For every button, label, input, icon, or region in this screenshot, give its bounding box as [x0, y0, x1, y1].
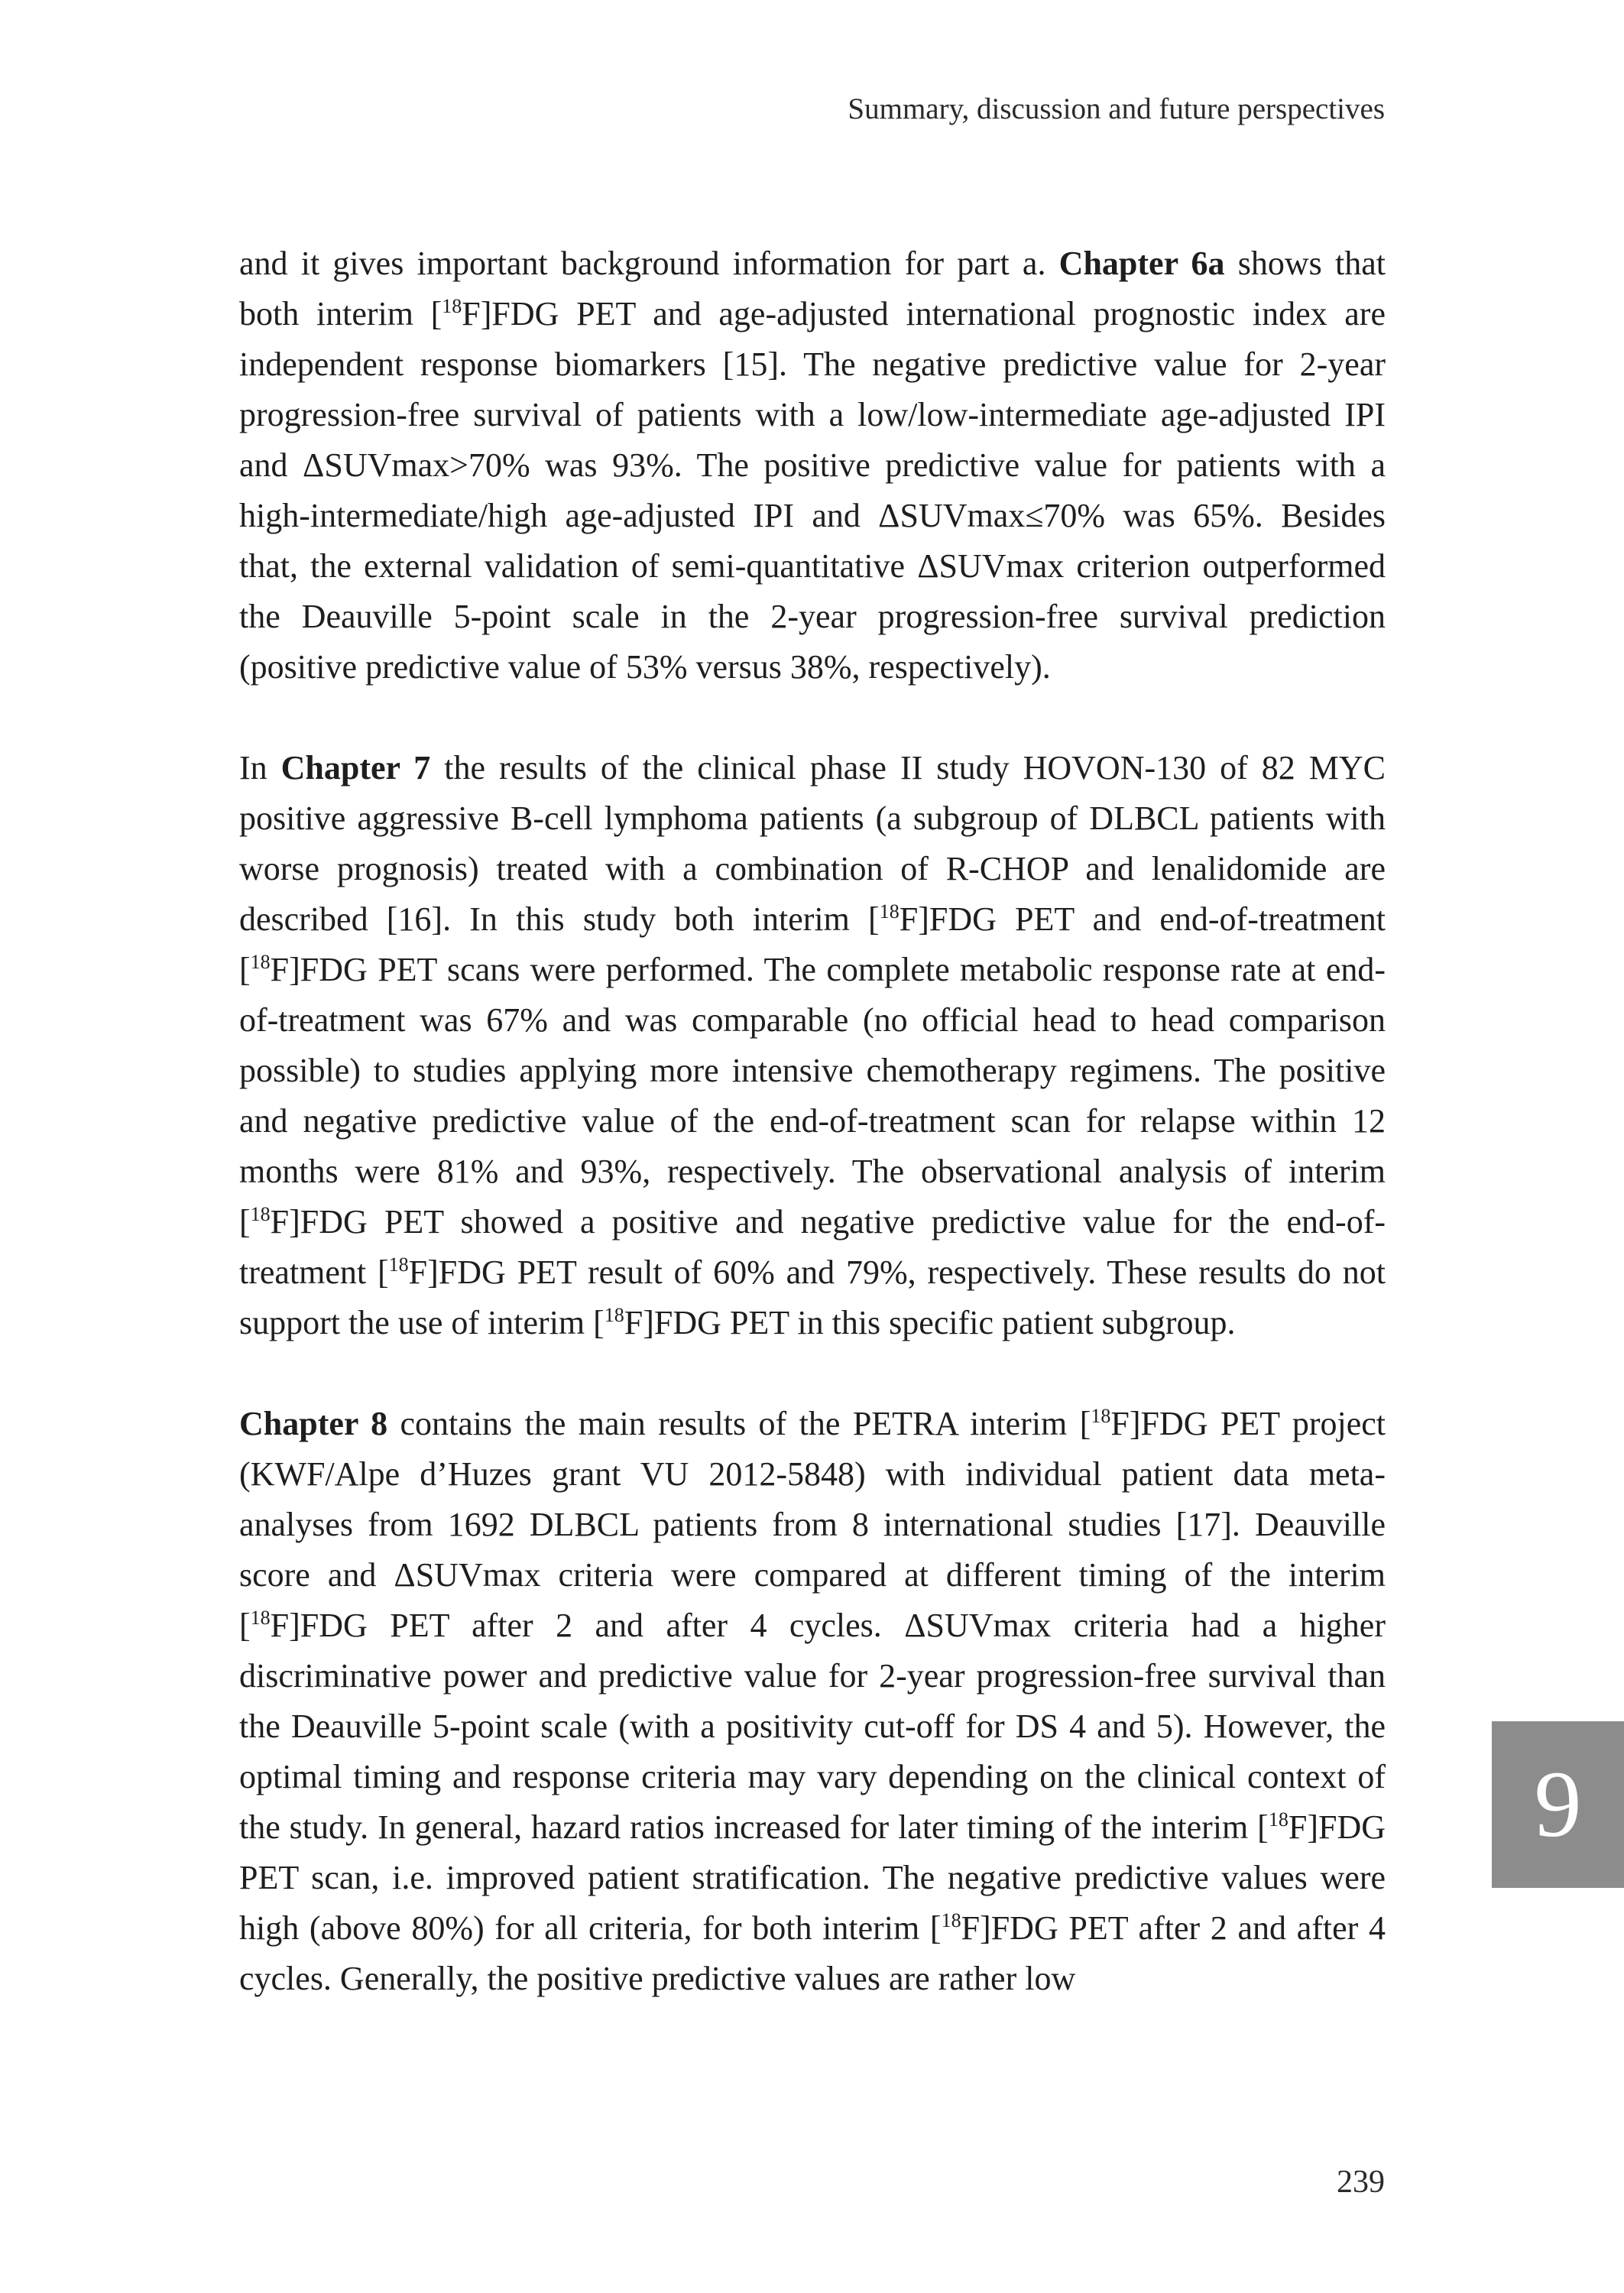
chapter-reference: Chapter 6a — [1058, 245, 1225, 282]
text-run: F]FDG PET showed a positive and negative predictive value for the end-of-treatment [ — [239, 1203, 1386, 1291]
text-run: F]FDG PET and end-of-treatment [ — [239, 900, 1386, 988]
isotope-superscript: 18 — [250, 1607, 271, 1629]
isotope-superscript: 18 — [1268, 1808, 1289, 1831]
text-run: and it gives important background information for part a. — [239, 245, 1059, 282]
isotope-superscript: 18 — [941, 1909, 961, 1931]
isotope-superscript: 18 — [250, 1203, 271, 1225]
body-text — [239, 238, 1386, 2055]
chapter-reference: Chapter 8 — [239, 1405, 388, 1442]
paragraph — [239, 743, 1386, 1348]
text-run: the results of the clinical phase II study HOVON-130 of 82 MYC positive aggressive B-cell lymphoma patients (a subgroup of DLBCL patients with worse prognosis) treated with a combination of R-CHOP and lenalidomide are described [16]. In this study both interim [ — [239, 749, 1386, 938]
text-run: F]FDG PET after 2 and after 4 cycles. Generally, the positive predictive values are rather low — [239, 1909, 1386, 1997]
text-run: F]FDG PET scans were performed. The complete metabolic response rate at end-of-treatment was 67% and was comparable (no official head to head comparison possible) to studies applying more intensive chemotherapy regimens. The positive and negative predictive value of the end-of-treatment scan for relapse within 12 months were 81% and 93%, respectively. The observational analysis of interim [ — [239, 951, 1386, 1241]
paragraph — [239, 1399, 1386, 2004]
page-number: 239 — [1337, 2165, 1385, 2200]
isotope-superscript: 18 — [388, 1254, 409, 1276]
text-run: F]FDG PET project (KWF/Alpe d’Huzes grant VU 2012-5848) with individual patient data meta-analyses from 1692 DLBCL patients from 8 international studies [17]. Deauville score and ΔSUVmax criteria were compared at different timing of the interim [ — [239, 1405, 1386, 1644]
text-run: F]FDG PET after 2 and after 4 cycles. ΔSUVmax criteria had a higher discriminative power and predictive value for 2-year progression-free survival than the Deauville 5-point scale (with a positivity cut-off for DS 4 and 5). However, the optimal timing and response criteria may vary depending on the clinical context of the study. In general, hazard ratios increased for later timing of the interim [ — [239, 1607, 1386, 1846]
isotope-superscript: 18 — [250, 951, 271, 973]
chapter-tab: 9 — [1492, 1721, 1624, 1888]
text-run: F]FDG PET in this specific patient subgroup. — [624, 1304, 1236, 1341]
isotope-superscript: 18 — [1091, 1405, 1111, 1427]
paragraph — [239, 238, 1386, 692]
text-run: contains the main results of the PETRA interim [ — [387, 1405, 1091, 1442]
text-run: shows that both interim [ — [239, 245, 1386, 332]
text-run: F]FDG PET result of 60% and 79%, respectively. These results do not support the use of interim [ — [239, 1254, 1386, 1341]
text-run: F]FDG PET and age-adjusted international prognostic index are independent response biomarkers [15]. The negative predictive value for 2-year progression-free survival of patients with a low/low-intermediate age-adjusted IPI and ΔSUVmax>70% was 93%. The positive predictive value for patients with a high-intermediate/high age-adjusted IPI and ΔSUVmax≤70% was 65%. Besides that, the external validation of semi-quantitative ΔSUVmax criterion outperformed the Deauville 5-point scale in the 2-year progression-free survival prediction (positive predictive value of 53% versus 38%, respectively). — [239, 295, 1386, 686]
isotope-superscript: 18 — [604, 1304, 624, 1326]
chapter-reference: Chapter 7 — [280, 749, 431, 786]
isotope-superscript: 18 — [879, 900, 900, 923]
text-run: F]FDG PET scan, i.e. improved patient stratification. The negative predictive values were high (above 80%) for all criteria, for both interim [ — [239, 1808, 1386, 1947]
text-run: In — [239, 749, 281, 786]
isotope-superscript: 18 — [442, 295, 462, 317]
running-header: Summary, discussion and future perspectives — [848, 92, 1385, 125]
